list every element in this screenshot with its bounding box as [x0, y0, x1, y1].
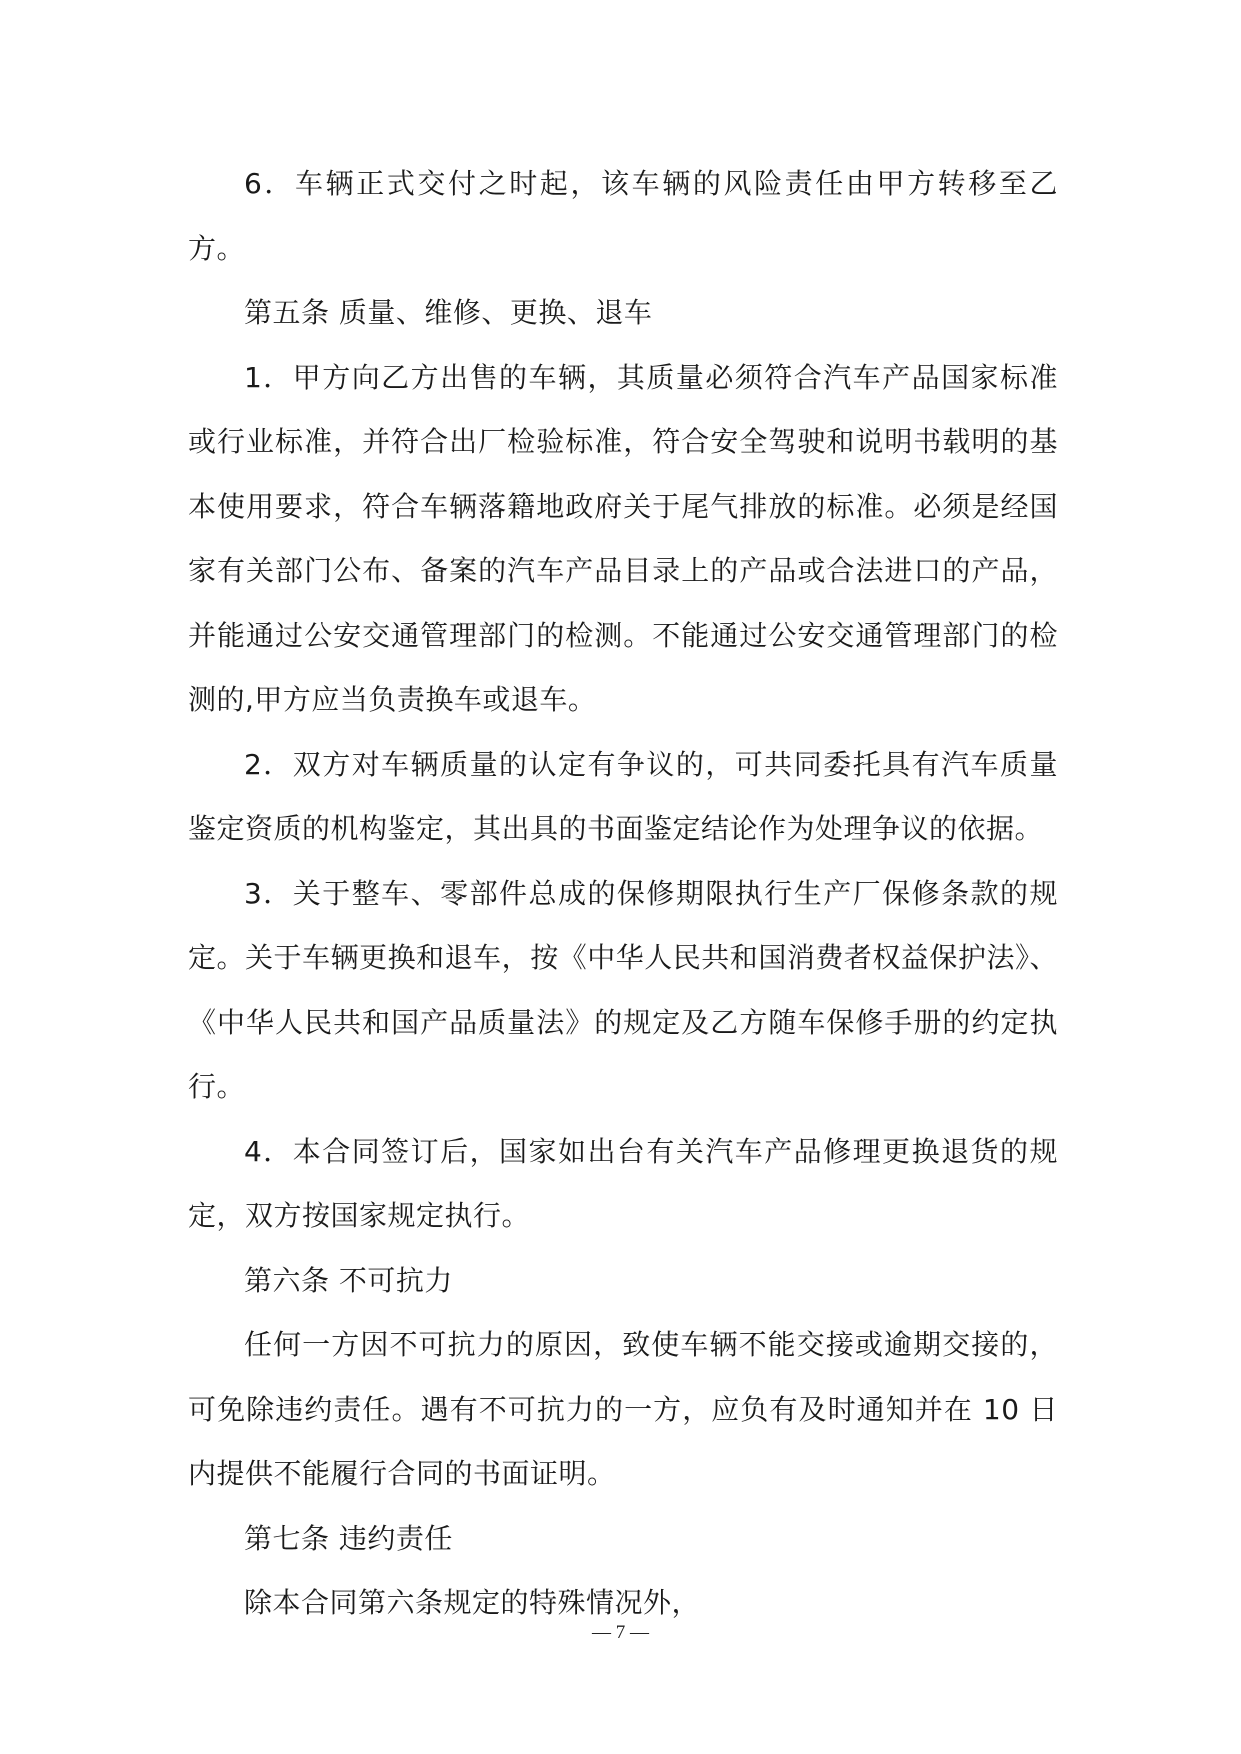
paragraph-force-majeure: 任何一方因不可抗力的原因，致使车辆不能交接或逾期交接的，可免除违约责任。遇有不可抗力的一方，应负有及时通知并在 10 日内提供不能履行合同的书面证明。	[188, 1328, 1058, 1490]
paragraph-quality-3: 3．关于整车、零部件总成的保修期限执行生产厂保修条款的规定。关于车辆更换和退车，按《中华人民共和国消费者权益保护法》、《中华人民共和国产品质量法》的规定及乙方随车保修手册的约定执行。	[188, 876, 1058, 1103]
paragraph-breach-intro: 除本合同第六条规定的特殊情况外，	[244, 1586, 701, 1619]
section-heading-7: 第七条 违约责任	[244, 1521, 453, 1555]
paragraph-quality-2: 2．双方对车辆质量的认定有争议的，可共同委托具有汽车质量鉴定资质的机构鉴定，其出具的书面鉴定结论作为处理争议的依据。	[188, 747, 1058, 845]
document-body	[188, 152, 1058, 1636]
paragraph-quality-4: 4．本合同签订后，国家如出台有关汽车产品修理更换退货的规定，双方按国家规定执行。	[188, 1134, 1058, 1232]
section-heading-5: 第五条 质量、维修、更换、退车	[244, 296, 653, 329]
page-number: — 7 —	[592, 1622, 649, 1643]
section-heading-6: 第六条 不可抗力	[244, 1263, 453, 1297]
paragraph-item-6: 6．车辆正式交付之时起，该车辆的风险责任由甲方转移至乙方。	[188, 167, 1058, 265]
paragraph-quality-1: 1．甲方向乙方出售的车辆，其质量必须符合汽车产品国家标准或行业标准，并符合出厂检验标准，符合安全驾驶和说明书载明的基本使用要求，符合车辆落籍地政府关于尾气排放的标准。必须是经国家有关部门公布、备案的汽车产品目录上的产品或合法进口的产品，并能通过公安交通管理部门的检测。不能通过公安交通管理部门的检测的,甲方应当负责换车或退车。	[188, 360, 1058, 716]
